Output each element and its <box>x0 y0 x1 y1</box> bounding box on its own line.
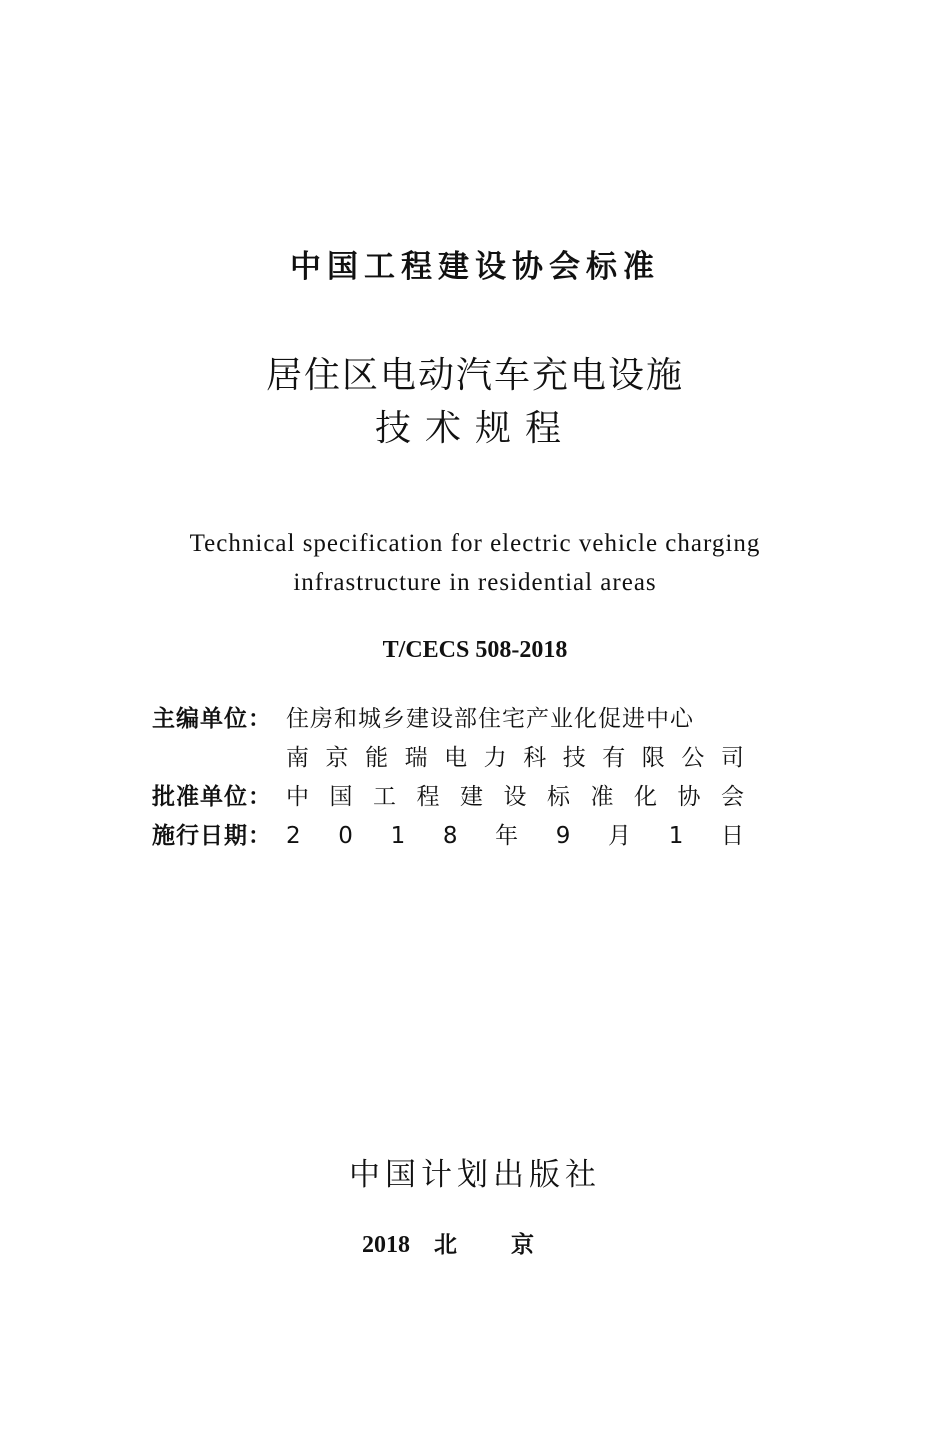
char: 1 <box>390 823 406 849</box>
char: 限 <box>641 745 665 771</box>
char: 设 <box>503 784 527 810</box>
char: 2 <box>286 823 301 849</box>
char: 月 <box>608 823 632 849</box>
char: 力 <box>483 745 507 771</box>
char: 中 <box>286 784 309 810</box>
imprint-city: 北京 <box>434 1232 588 1258</box>
chief-editor-row-2 <box>152 740 752 779</box>
char: 电 <box>444 745 468 771</box>
chief-editor-label: 主编单位： <box>152 706 272 732</box>
english-title-line-1: Technical specification for electric vehicle charging <box>189 530 761 557</box>
imprint <box>0 1228 950 1262</box>
char: 协 <box>677 784 701 810</box>
char: 公 <box>681 745 705 771</box>
approval-row <box>152 779 752 818</box>
char: 9 <box>555 823 571 849</box>
char: 司 <box>720 745 744 771</box>
char: 有 <box>602 745 626 771</box>
main-title-line-1: 居住区电动汽车充电设施 <box>265 355 684 396</box>
series-title: 中国工程建设协会标准 <box>290 249 660 285</box>
char: 0 <box>338 823 353 849</box>
chief-editor-row <box>152 701 752 740</box>
chief-editor-1: 住房和城乡建设部住宅产业化促进中心 <box>286 706 694 732</box>
char: 工 <box>373 784 396 810</box>
standard-code: T/CECS 508-2018 <box>382 637 568 663</box>
char: 准 <box>590 784 614 810</box>
char: 程 <box>416 784 440 810</box>
char: 瑞 <box>404 745 428 771</box>
english-title-line-2: infrastructure in residential areas <box>293 569 657 596</box>
empty-label <box>152 740 286 779</box>
char: 年 <box>495 823 519 849</box>
char: 标 <box>547 784 570 810</box>
approval-value <box>286 779 744 818</box>
effective-date-value <box>286 818 744 857</box>
chief-editor-2 <box>286 740 744 779</box>
imprint-year: 2018 <box>362 1232 410 1258</box>
char: 能 <box>365 745 389 771</box>
char: 化 <box>634 784 657 810</box>
char: 技 <box>562 745 586 771</box>
publisher-name: 中国计划出版社 <box>349 1157 601 1193</box>
effective-date-row <box>152 818 752 857</box>
main-title-line-2: 技术规程 <box>374 408 575 449</box>
char: 科 <box>523 745 547 771</box>
approval-label: 批准单位： <box>152 784 272 810</box>
char: 8 <box>442 823 458 849</box>
char: 会 <box>721 784 744 810</box>
char: 建 <box>460 784 483 810</box>
char: 南 <box>286 745 309 771</box>
char: 1 <box>668 823 684 849</box>
char: 日 <box>720 823 744 849</box>
char: 京 <box>325 745 349 771</box>
char: 国 <box>329 784 353 810</box>
effective-date-label: 施行日期： <box>152 823 272 849</box>
info-block <box>152 701 752 857</box>
